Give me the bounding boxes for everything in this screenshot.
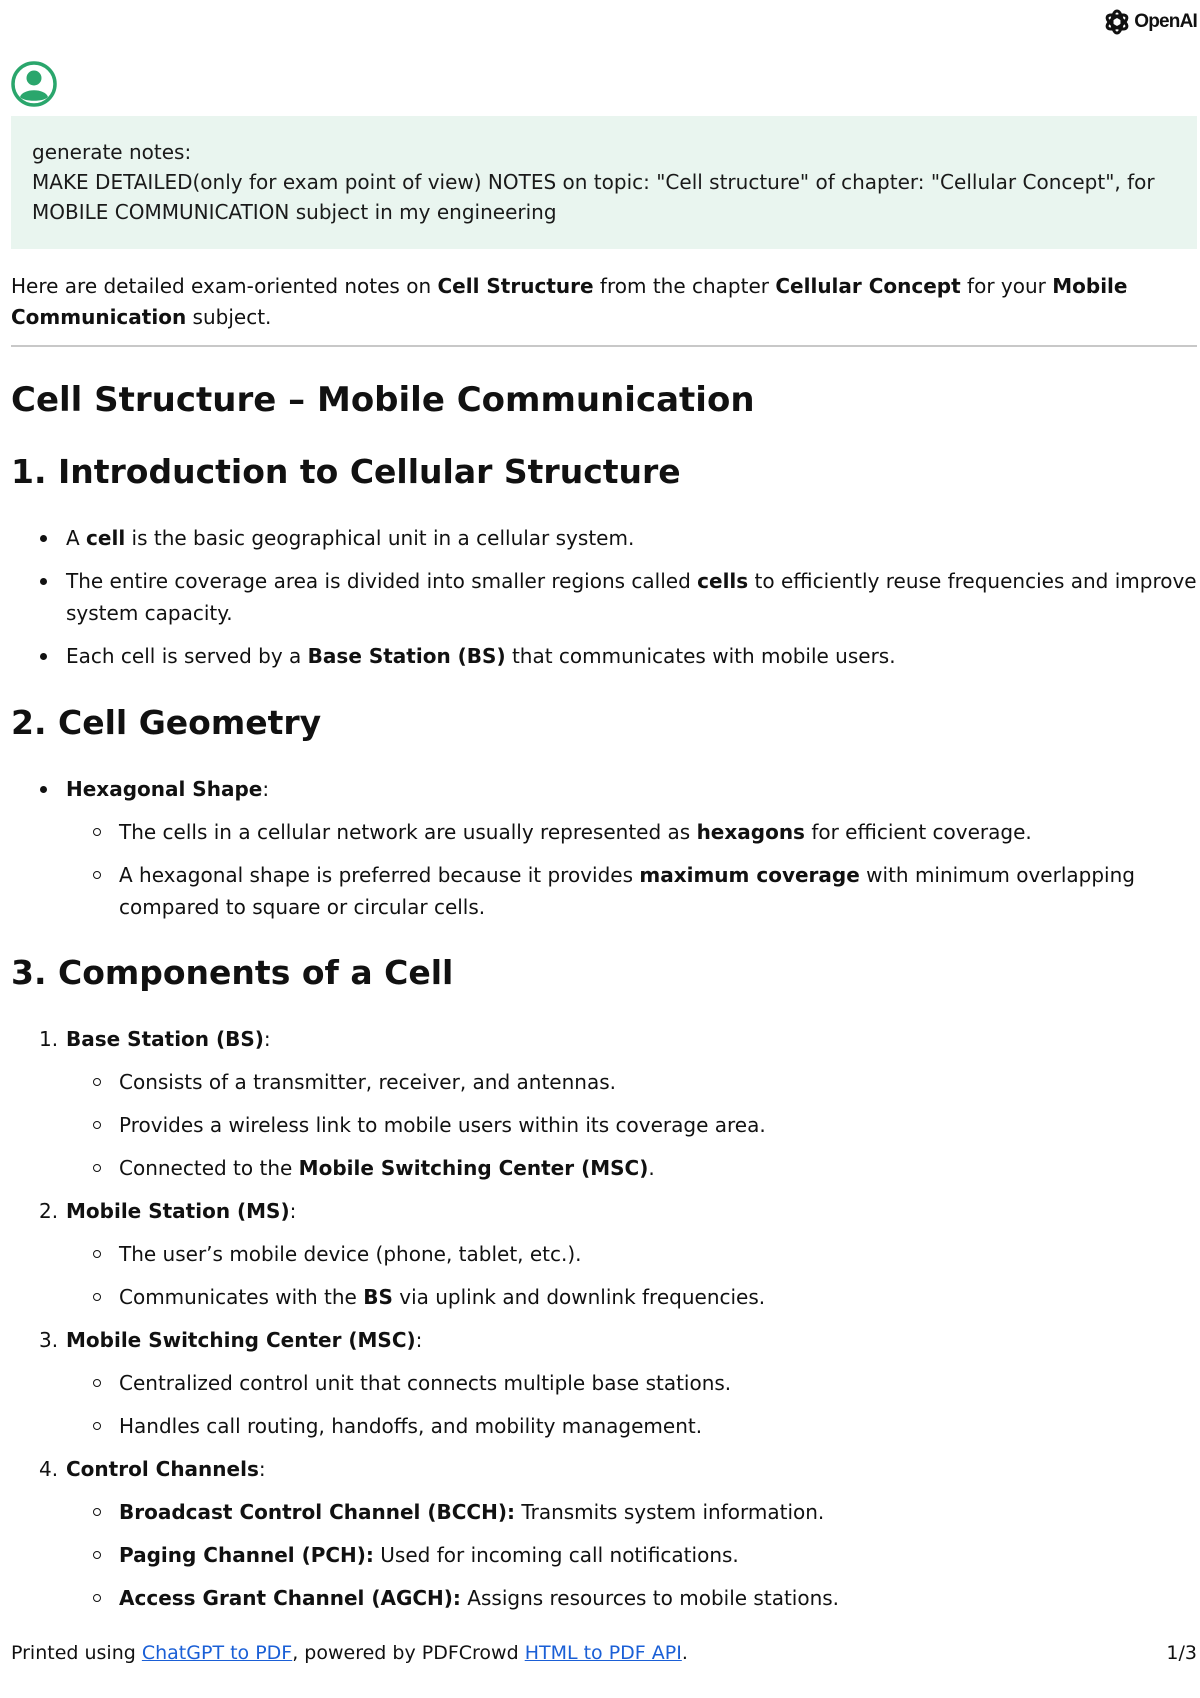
- page-title: Cell Structure – Mobile Communication: [11, 380, 755, 420]
- print-footer: Printed using ChatGPT to PDF, powered by PDFCrowd HTML to PDF API. 1/3: [11, 1642, 1197, 1664]
- section-heading: 2. Cell Geometry: [11, 703, 322, 742]
- list-item: Centralized control unit that connects multiple base stations.: [66, 1367, 1197, 1399]
- section-heading: 1. Introduction to Cellular Structure: [11, 452, 681, 491]
- response-intro: Here are detailed exam-oriented notes on Cell Structure from the chapter Cellular Concept for your Mobile Communication subject.: [11, 274, 1128, 329]
- components-list: [11, 1023, 1197, 1625]
- sub-list: [66, 1367, 1197, 1442]
- list-item: Paging Channel (PCH): Used for incoming call notifications.: [66, 1539, 1197, 1571]
- brand-name: OpenAI: [1134, 11, 1197, 32]
- user-prompt: [11, 116, 1197, 249]
- list-item: Hexagonal Shape: The cells in a cellular network are usually represented as hexagons for efficient coverage. A hexagonal shape is preferred because it provides maximum coverage with minimum overlapping compared to square or circular cells.: [11, 773, 1197, 923]
- chatgpt-to-pdf-link[interactable]: ChatGPT to PDF: [141, 1642, 293, 1664]
- list-item: A cell is the basic geographical unit in a cellular system.: [11, 522, 1197, 554]
- list-item: 2. Mobile Station (MS): The user’s mobile device (phone, tablet, etc.). Communicates with the BS via uplink and downlink frequencies.: [11, 1195, 1197, 1313]
- list-item: The user’s mobile device (phone, tablet, etc.).: [66, 1238, 1197, 1270]
- list-item: Connected to the Mobile Switching Center (MSC).: [66, 1152, 1197, 1184]
- list-item: 4. Control Channels: Broadcast Control Channel (BCCH): Transmits system information. Paging Channel (PCH): Used for incoming call notifications. Access Grant Channel (AGCH): Assigns resources to mobile stations.: [11, 1453, 1197, 1614]
- prompt-line: generate notes:: [32, 140, 192, 164]
- list-item: The entire coverage area is divided into smaller regions called cells to efficiently reuse frequencies and improve system capacity.: [11, 565, 1197, 629]
- list-item: Handles call routing, handoffs, and mobility management.: [66, 1410, 1197, 1442]
- list-item: Access Grant Channel (AGCH): Assigns resources to mobile stations.: [66, 1582, 1197, 1614]
- section-1-list: [11, 522, 1197, 683]
- sub-list: [66, 816, 1197, 923]
- openai-logo-icon: [1103, 8, 1131, 36]
- sub-list: [66, 1496, 1197, 1614]
- list-item: Provides a wireless link to mobile users within its coverage area.: [66, 1109, 1197, 1141]
- list-item: The cells in a cellular network are usually represented as hexagons for efficient coverage.: [66, 816, 1197, 848]
- section-2-list: [11, 773, 1197, 934]
- list-item: Communicates with the BS via uplink and downlink frequencies.: [66, 1281, 1197, 1313]
- user-avatar-icon: [11, 61, 57, 107]
- page-number: 1/3: [1166, 1642, 1197, 1664]
- sub-list: [66, 1238, 1197, 1313]
- list-item: A hexagonal shape is preferred because it provides maximum coverage with minimum overlapping compared to square or circular cells.: [66, 859, 1197, 923]
- sub-list: [66, 1066, 1197, 1184]
- brand-logo: [1103, 8, 1197, 36]
- list-item: Broadcast Control Channel (BCCH): Transmits system information.: [66, 1496, 1197, 1528]
- list-item: Each cell is served by a Base Station (BS) that communicates with mobile users.: [11, 640, 1197, 672]
- prompt-line: MAKE DETAILED(only for exam point of view) NOTES on topic: "Cell structure" of chapter: "Cellular Concept", for MOBILE COMMUNICATION subject in my engineering: [32, 170, 1155, 224]
- list-item: 1. Base Station (BS): Consists of a transmitter, receiver, and antennas. Provides a wireless link to mobile users within its coverage area. Connected to the Mobile Switching Center (MSC).: [11, 1023, 1197, 1184]
- divider: [11, 345, 1197, 347]
- html-to-pdf-api-link[interactable]: HTML to PDF API: [524, 1642, 682, 1664]
- document-page: [11, 0, 1197, 1698]
- list-item: Consists of a transmitter, receiver, and antennas.: [66, 1066, 1197, 1098]
- list-item: 3. Mobile Switching Center (MSC): Centralized control unit that connects multiple base stations. Handles call routing, handoffs, and mobility management.: [11, 1324, 1197, 1442]
- section-heading: 3. Components of a Cell: [11, 953, 454, 992]
